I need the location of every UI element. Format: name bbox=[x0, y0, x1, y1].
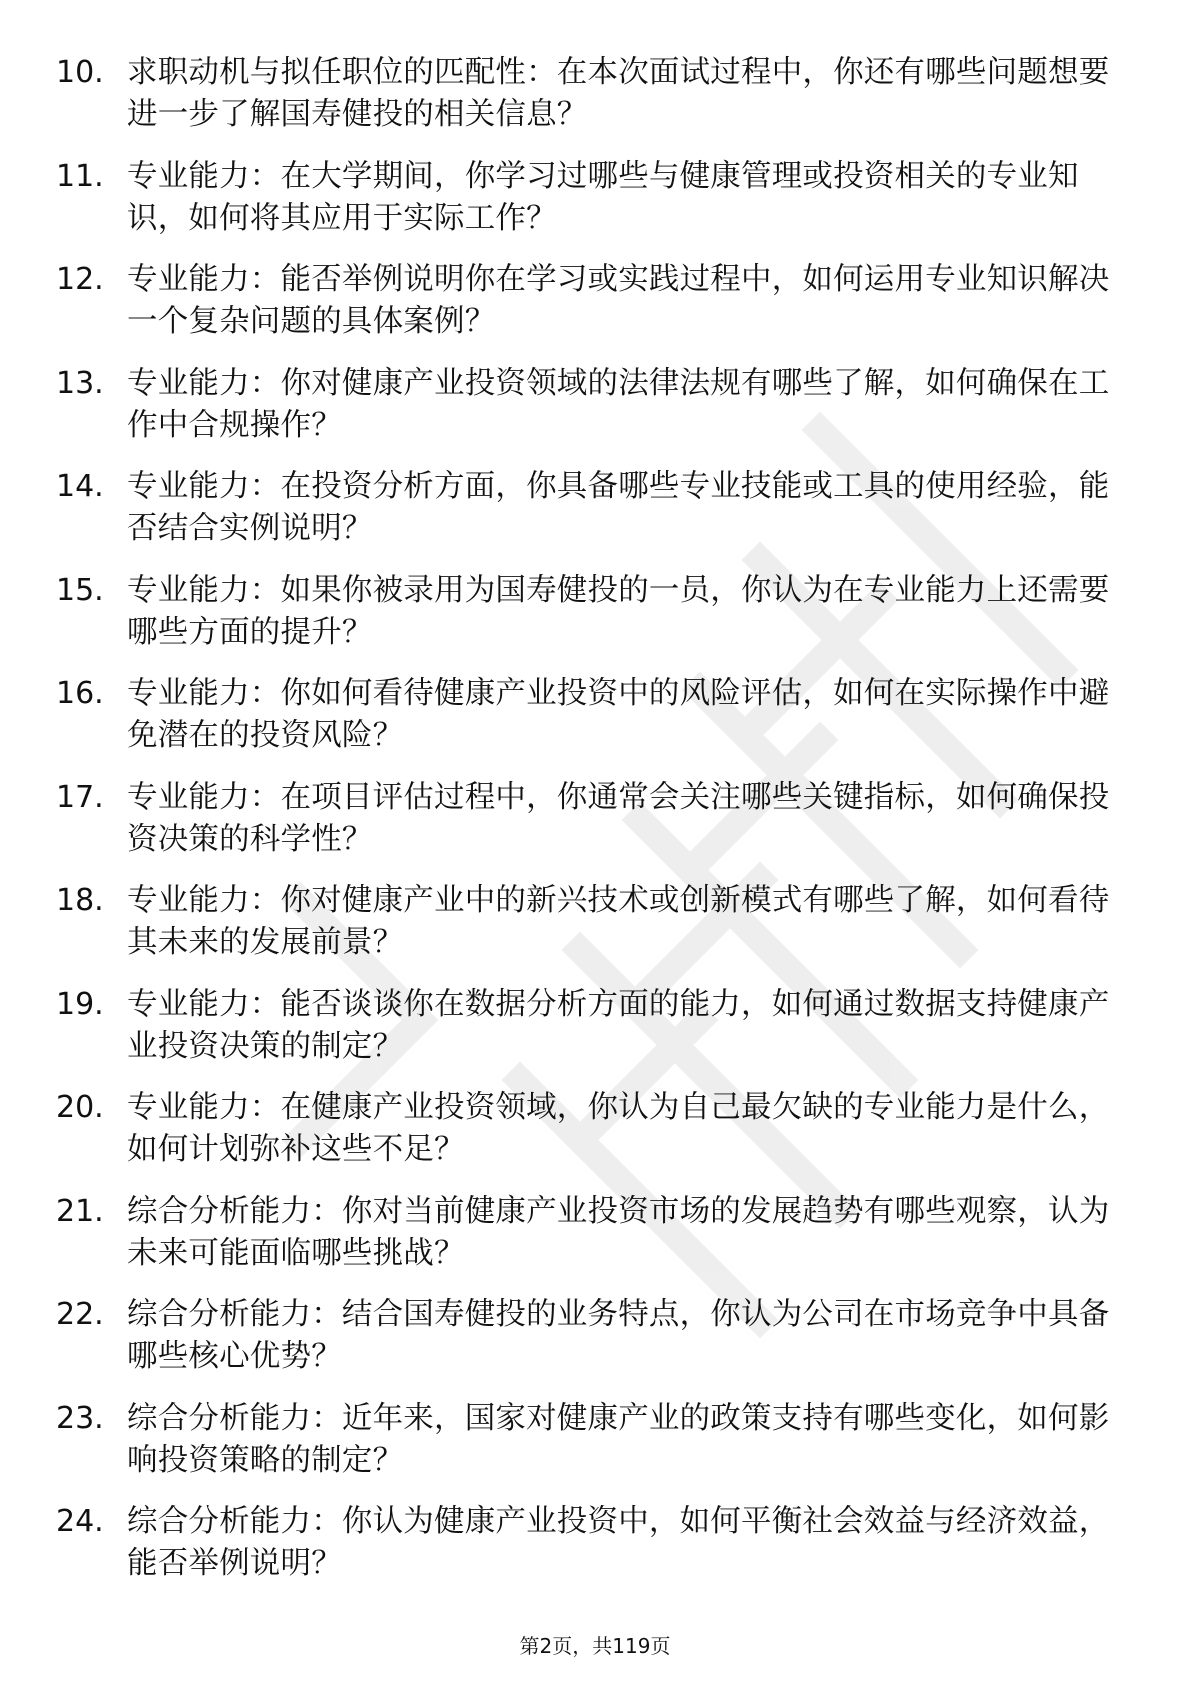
question-item bbox=[0, 156, 1190, 260]
question-text: 专业能力：你对健康产业中的新兴技术或创新模式有哪些了解，如何看待其未来的发展前景？ bbox=[127, 883, 1110, 960]
question-number: 16. bbox=[56, 676, 104, 711]
question-text: 专业能力：能否举例说明你在学习或实践过程中，如何运用专业知识解决一个复杂问题的具体案例？ bbox=[127, 262, 1110, 339]
question-text: 综合分析能力：你认为健康产业投资中，如何平衡社会效益与经济效益，能否举例说明？ bbox=[127, 1504, 1110, 1581]
question-item bbox=[0, 570, 1190, 674]
question-number: 14. bbox=[56, 469, 104, 504]
question-text: 求职动机与拟任职位的匹配性：在本次面试过程中，你还有哪些问题想要进一步了解国寿健投的相关信息？ bbox=[127, 55, 1110, 132]
question-text: 专业能力：在投资分析方面，你具备哪些专业技能或工具的使用经验，能否结合实例说明？ bbox=[127, 469, 1110, 546]
question-text: 综合分析能力：你对当前健康产业投资市场的发展趋势有哪些观察，认为未来可能面临哪些挑战？ bbox=[127, 1193, 1110, 1271]
question-item bbox=[0, 673, 1190, 777]
question-text: 专业能力：在健康产业投资领域，你认为自己最欠缺的专业能力是什么，如何计划弥补这些不足？ bbox=[127, 1090, 1110, 1167]
question-number: 18. bbox=[56, 883, 104, 918]
question-number: 11. bbox=[56, 158, 104, 194]
question-number: 10. bbox=[56, 55, 104, 90]
question-number: 15. bbox=[56, 572, 104, 608]
question-item bbox=[0, 1501, 1190, 1605]
question-number: 22. bbox=[56, 1297, 104, 1332]
question-item bbox=[0, 984, 1190, 1088]
question-list bbox=[0, 52, 1190, 1605]
question-number: 17. bbox=[56, 779, 104, 815]
question-item bbox=[0, 1191, 1190, 1295]
question-item bbox=[0, 259, 1190, 363]
question-item bbox=[0, 1294, 1190, 1398]
question-number: 24. bbox=[56, 1504, 104, 1539]
question-number: 13. bbox=[56, 365, 104, 401]
question-text: 专业能力：在项目评估过程中，你通常会关注哪些关键指标，如何确保投资决策的科学性？ bbox=[127, 779, 1110, 857]
question-text: 专业能力：如果你被录用为国寿健投的一员，你认为在专业能力上还需要哪些方面的提升？ bbox=[127, 572, 1110, 650]
question-item bbox=[0, 1087, 1190, 1191]
question-number: 12. bbox=[56, 262, 104, 297]
question-number: 21. bbox=[56, 1193, 104, 1229]
question-item bbox=[0, 363, 1190, 467]
question-text: 专业能力：你对健康产业投资领域的法律法规有哪些了解，如何确保在工作中合规操作？ bbox=[127, 365, 1110, 443]
question-item bbox=[0, 880, 1190, 984]
page-number-footer: 第2页，共119页 bbox=[519, 1634, 671, 1658]
question-item bbox=[0, 1398, 1190, 1502]
question-text: 专业能力：你如何看待健康产业投资中的风险评估，如何在实际操作中避免潜在的投资风险？ bbox=[127, 676, 1110, 753]
question-number: 20. bbox=[56, 1090, 104, 1125]
question-text: 专业能力：在大学期间，你学习过哪些与健康管理或投资相关的专业知识，如何将其应用于实际工作？ bbox=[127, 158, 1079, 236]
question-text: 专业能力：能否谈谈你在数据分析方面的能力，如何通过数据支持健康产业投资决策的制定？ bbox=[127, 986, 1110, 1064]
question-number: 23. bbox=[56, 1400, 104, 1436]
question-item bbox=[0, 466, 1190, 570]
question-item bbox=[0, 52, 1190, 156]
question-text: 综合分析能力：近年来，国家对健康产业的政策支持有哪些变化，如何影响投资策略的制定？ bbox=[127, 1400, 1110, 1478]
question-number: 19. bbox=[56, 986, 104, 1022]
question-text: 综合分析能力：结合国寿健投的业务特点，你认为公司在市场竞争中具备哪些核心优势？ bbox=[127, 1297, 1110, 1374]
question-item bbox=[0, 777, 1190, 881]
